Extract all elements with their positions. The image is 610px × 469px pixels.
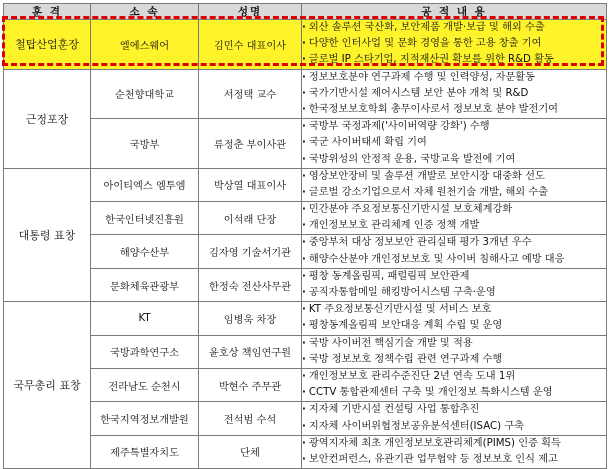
award-cell: 대통령 표창 (4, 168, 91, 302)
org-cell: 한국인터넷진흥원 (91, 202, 199, 235)
merit-item: · 국방부 국정과제('사이버역량 강화') 수행 (302, 119, 606, 135)
header-name: 성명 (199, 4, 302, 20)
merit-item: · 다양한 인터사업 및 문화 경영을 통한 고용 창출 기여 (302, 36, 606, 52)
merits-cell (302, 202, 607, 235)
org-cell: 제주특별자치도 (91, 435, 199, 468)
merit-item: · CCTV 통합관제센터 구축 및 개인정보 특화시스템 운영 (302, 385, 606, 401)
merit-item: · 지자체 기반시설 컨설팅 사업 통합추진 (302, 402, 606, 418)
table-row (4, 302, 607, 335)
table-row (4, 20, 607, 70)
merit-item: · 국방 정보보호 정책수립 관련 연구과제 수행 (302, 352, 606, 368)
table-row (4, 335, 607, 368)
merit-item: · 평창 동계올림픽, 패럴림픽 보안관제 (302, 269, 606, 285)
merit-item: · 개인정보보호 관리수준진단 2년 연속 도내 1위 (302, 369, 606, 385)
org-cell: 국방과학연구소 (91, 335, 199, 368)
name-cell: 임병욱 차장 (199, 302, 302, 335)
header-merits: 공 적 내 용 (302, 4, 607, 20)
org-cell: 해양수산부 (91, 235, 199, 268)
table-row (4, 402, 607, 435)
name-cell: 김민수 대표이사 (199, 20, 302, 70)
name-cell: 서정택 교수 (199, 69, 302, 119)
merit-item: · 글로벌 강소기업으로서 자체 원천기술 개발, 해외 수출 (302, 185, 606, 201)
merits-cell (302, 368, 607, 401)
table-row (4, 435, 607, 468)
table-row (4, 235, 607, 268)
merit-item: · 보안컨퍼런스, 유관기관 업무협약 등 정보보호 인식 제고 (302, 452, 606, 468)
merits-cell (302, 302, 607, 335)
org-cell: 국방부 (91, 119, 199, 169)
merit-item: · 국방 사이버전 핵심기술 개발 및 적용 (302, 336, 606, 352)
merits-cell (302, 435, 607, 468)
header-award: 훈 격 (4, 4, 91, 20)
name-cell: 한정숙 전산사무관 (199, 268, 302, 301)
merit-item: · 광역지자체 최초 개인정보보호관리체계(PIMS) 인증 획득 (302, 436, 606, 452)
merit-item: · 글로벌 IP 스타기업, 지적재산권 확보를 위한 R&D 활동 (302, 52, 606, 68)
org-cell: 문화체육관광부 (91, 268, 199, 301)
awards-table (3, 3, 607, 469)
merit-item: · 평창동계올림픽 보안대응 계획 수립 및 운영 (302, 318, 606, 334)
merit-item: · 국방위성의 안정적 운용, 국방교육 발전에 기여 (302, 152, 606, 168)
table-row (4, 168, 607, 201)
award-cell: 근정포장 (4, 69, 91, 168)
name-cell: 이석래 단장 (199, 202, 302, 235)
org-cell: 엘에스웨어 (91, 20, 199, 70)
merits-cell (302, 235, 607, 268)
merit-item: · 국가기반시설 제어시스템 보안 분야 개척 및 R&D (302, 86, 606, 102)
table-row (4, 69, 607, 119)
merits-cell (302, 402, 607, 435)
merit-item: · 민간분야 주요정보통신기반시설 보호체계강화 (302, 202, 606, 218)
table-row (4, 119, 607, 169)
merit-item: · 개인정보보호 관리체계 인증 정책 개발 (302, 218, 606, 234)
org-cell: 전라남도 순천시 (91, 368, 199, 401)
merit-item: · 국군 사이버태세 확립 기여 (302, 135, 606, 151)
merit-item: · 중앙부처 대상 정보보안 관리실태 평가 3개년 우수 (302, 235, 606, 251)
award-cell: 철탑산업훈장 (4, 20, 91, 70)
merits-cell (302, 119, 607, 169)
table-row (4, 268, 607, 301)
merits-cell (302, 69, 607, 119)
award-cell: 국무총리 표창 (4, 302, 91, 469)
name-cell: 김자영 기술서기관 (199, 235, 302, 268)
awards-body (4, 20, 607, 469)
merit-item: · 영상보안장비 및 솔루션 개발로 보안시장 대중화 선도 (302, 169, 606, 185)
name-cell: 단체 (199, 435, 302, 468)
name-cell: 전석범 수석 (199, 402, 302, 435)
merits-cell (302, 20, 607, 70)
merit-item: · 해양수산분야 개인정보보호 및 사이버 침해사고 예방 대응 (302, 252, 606, 268)
merit-item: · 정보보호분야 연구과제 수행 및 인력양성, 자문활동 (302, 70, 606, 86)
org-cell: 순천향대학교 (91, 69, 199, 119)
name-cell: 윤호상 책임연구원 (199, 335, 302, 368)
merits-cell (302, 335, 607, 368)
merits-cell (302, 168, 607, 201)
name-cell: 류정춘 부이사관 (199, 119, 302, 169)
merit-item: · 외산 솔루션 국산화, 보안제품 개발·보급 및 해외 수출 (302, 20, 606, 36)
merit-item: · 한국정보보호학회 총무이사로서 정보보호 분야 발전기여 (302, 102, 606, 118)
header-row (4, 4, 607, 20)
merit-item: · KT 주요정보통신기반시설 및 서비스 보호 (302, 302, 606, 318)
org-cell: 한국지역정보개발원 (91, 402, 199, 435)
merits-cell (302, 268, 607, 301)
merit-item: · 공직자통합메일 해킹방어시스템 구축·운영 (302, 285, 606, 301)
merit-item: · 지자체 사이버위협정보공유분석센터(ISAC) 구축 (302, 419, 606, 435)
name-cell: 박상열 대표이사 (199, 168, 302, 201)
org-cell: KT (91, 302, 199, 335)
org-cell: 아이티엑스 엠투엠 (91, 168, 199, 201)
table-row (4, 202, 607, 235)
header-org: 소 속 (91, 4, 199, 20)
table-row (4, 368, 607, 401)
name-cell: 박현수 주무관 (199, 368, 302, 401)
